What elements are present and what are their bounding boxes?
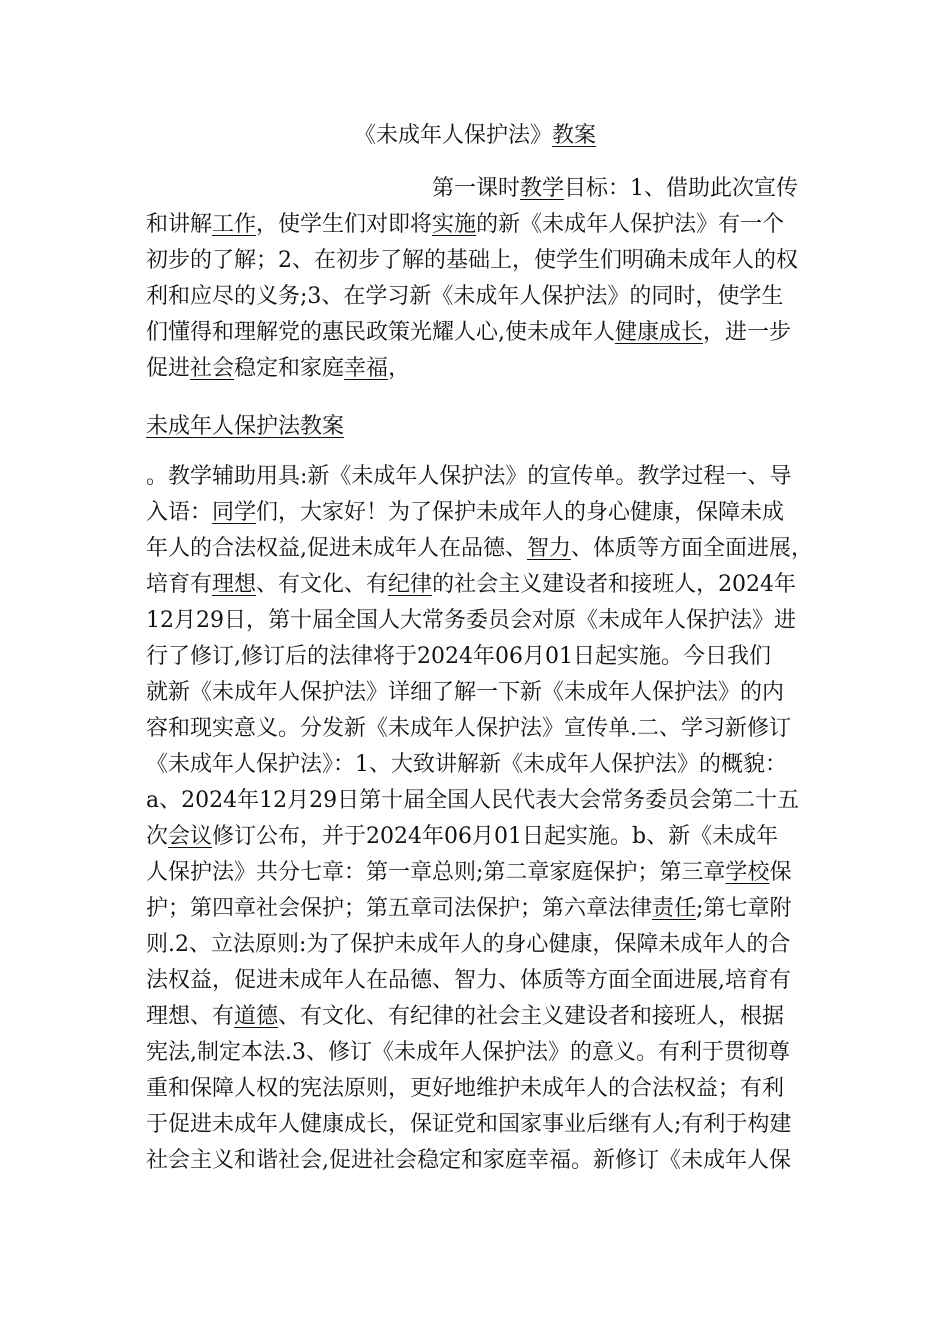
text-segment: 则.2、立法原则:为了保护未成年人的身心健康，保障未成年人的合	[146, 932, 791, 957]
text-segment: 理想、有	[146, 1004, 235, 1029]
text-segment: a、2024年12月29日第十届全国人民代表大会常务委员会第二十五	[146, 788, 800, 813]
text-segment: ，进一步	[703, 320, 792, 345]
text-segment: 《未成年人保护法》：1、大致讲解新《未成年人保护法》的概貌：	[146, 752, 787, 777]
text-segment: 的社会主义建设者和接班人，2024年	[432, 572, 797, 597]
title-main: 《未成年人保护法》	[353, 123, 552, 148]
text-line	[146, 711, 806, 747]
keyword-link[interactable]: 道德	[234, 1004, 279, 1029]
text-line	[146, 1071, 806, 1107]
text-segment: 法权益，促进未成年人在品德、智力、体质等方面全面进展,培育有	[146, 968, 791, 993]
text-line	[146, 783, 806, 819]
text-segment: 。教学辅助用具:新《未成年人保护法》的宣传单。教学过程一、导	[146, 464, 792, 489]
text-line	[146, 495, 806, 531]
text-line	[146, 531, 814, 567]
text-line	[146, 459, 806, 495]
text-segment: 们懂得和理解党的惠民政策光耀人心,使未成年人	[146, 320, 615, 345]
text-segment: 的新《未成年人保护法》有一个	[476, 212, 785, 237]
keyword-link[interactable]: 实施	[432, 212, 477, 237]
text-line	[146, 963, 806, 999]
text-segment: 们，大家好！为了保护未成年人的身心健康，保障未成	[256, 500, 785, 525]
text-line	[146, 171, 806, 207]
text-segment: 初步的了解；2、在初步了解的基础上，使学生们明确未成年人的权	[146, 248, 798, 273]
text-line	[146, 279, 806, 315]
text-segment: 目标：1、借助此次宣传	[564, 176, 799, 201]
text-line	[146, 927, 806, 963]
text-segment: 保	[769, 860, 792, 885]
keyword-link[interactable]: 理想	[212, 572, 257, 597]
text-segment: ，	[388, 356, 411, 381]
keyword-link[interactable]: 责任	[652, 896, 697, 921]
subheading-link[interactable]: 未成年人保护法教案	[146, 414, 345, 439]
text-segment: 第一课时	[432, 176, 521, 201]
keyword-link[interactable]: 智力	[527, 536, 572, 561]
paragraph-teaching-process	[146, 459, 814, 1179]
title-underlined-word[interactable]: 教案	[552, 123, 597, 148]
paragraph-objectives	[146, 171, 806, 387]
text-segment: 培育有	[146, 572, 213, 597]
text-segment: 就新《未成年人保护法》详细了解一下新《未成年人保护法》的内	[146, 680, 785, 705]
keyword-link[interactable]: 会议	[168, 824, 213, 849]
subheading-block	[146, 409, 806, 445]
text-segment: 稳定和家庭	[234, 356, 345, 381]
text-line	[146, 567, 806, 603]
text-segment: 次	[146, 824, 169, 849]
text-line	[146, 243, 806, 279]
keyword-link[interactable]: 社会	[190, 356, 235, 381]
text-line	[146, 1143, 806, 1179]
text-line	[146, 675, 806, 711]
text-segment: 12月29日，第十届全国人大常务委员会对原《未成年人保护法》进	[146, 608, 796, 633]
text-segment: 、体质等方面全面进展，	[571, 536, 814, 561]
text-segment: 促进	[146, 356, 191, 381]
text-segment: 利和应尽的义务;3、在学习新《未成年人保护法》的同时，使学生	[146, 284, 784, 309]
text-segment: ，使学生们对即将	[256, 212, 433, 237]
keyword-link[interactable]: 同学	[212, 500, 257, 525]
text-segment: 、有文化、有	[256, 572, 389, 597]
text-line	[146, 819, 806, 855]
text-line	[146, 351, 806, 387]
keyword-link[interactable]: 学校	[725, 860, 770, 885]
text-line	[146, 603, 806, 639]
text-segment: 容和现实意义。分发新《未成年人保护法》宣传单.二、学习新修订	[146, 716, 791, 741]
text-segment: ;第七章附	[696, 896, 792, 921]
text-segment: 重和保障人权的宪法原则，更好地维护未成年人的合法权益；有利	[146, 1076, 785, 1101]
text-segment: 修订公布，并于2024年06月01日起实施。b、新《未成年	[212, 824, 779, 849]
text-line	[146, 315, 806, 351]
text-segment: 于促进未成年人健康成长，保证党和国家事业后继有人;有利于构建	[146, 1112, 792, 1137]
text-segment: 行了修订,修订后的法律将于2024年06月01日起实施。今日我们	[146, 644, 771, 669]
text-segment: 和讲解	[146, 212, 213, 237]
keyword-link[interactable]: 幸福	[344, 356, 389, 381]
text-line	[146, 1035, 806, 1071]
text-segment: 宪法,制定本法.3、修订《未成年人保护法》的意义。有利于贯彻尊	[146, 1040, 790, 1065]
keyword-link[interactable]: 教学	[520, 176, 565, 201]
text-line	[146, 999, 806, 1035]
text-segment: 社会主义和谐社会,促进社会稳定和家庭幸福。新修订《未成年人保	[146, 1148, 791, 1173]
text-line	[146, 639, 806, 675]
text-line	[146, 1107, 806, 1143]
text-line	[146, 747, 806, 783]
text-line	[146, 207, 806, 243]
keyword-link[interactable]: 纪律	[388, 572, 433, 597]
text-segment: 人保护法》共分七章：第一章总则;第二章家庭保护；第三章	[146, 860, 726, 885]
text-segment: 护；第四章社会保护；第五章司法保护；第六章法律	[146, 896, 653, 921]
text-segment: 年人的合法权益,促进未成年人在品德、	[146, 536, 527, 561]
document-title	[0, 118, 950, 154]
text-segment: 入语：	[146, 500, 213, 525]
keyword-link[interactable]: 健康成长	[615, 320, 704, 345]
text-line	[146, 855, 806, 891]
text-line	[146, 891, 806, 927]
keyword-link[interactable]: 工作	[212, 212, 257, 237]
text-segment: 、有文化、有纪律的社会主义建设者和接班人，根据	[278, 1004, 785, 1029]
